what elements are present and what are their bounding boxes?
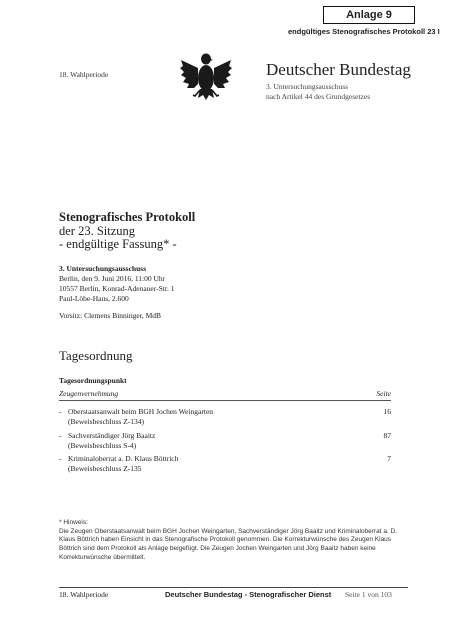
agenda-column-header	[59, 389, 391, 401]
agenda-item-page: 16	[383, 407, 391, 416]
agenda-item	[59, 431, 391, 451]
footer-wahlperiode: 18. Wahlperiode	[59, 590, 109, 599]
meeting-address: 10557 Berlin, Konrad-Adenauer-Str. 1	[59, 284, 175, 293]
footnote-line: Die Zeugen Oberstaatsanwalt beim BGH Jochen Weingarten, Sachverständiger Jörg Baaitz und Kriminaloberrat a. D.	[59, 527, 398, 535]
footnote-line: Böttrich sind dem Protokoll als Anlage beigefügt. Die Zeugen Jochen Weingarten und Jörg Baaitz haben keine	[59, 545, 376, 553]
page-number: Seite 1 von 103	[345, 590, 392, 599]
footer-service: Deutscher Bundestag - Stenografischer Dienst	[165, 590, 332, 599]
institution-title: Deutscher Bundestag	[266, 60, 411, 79]
footer-divider	[59, 587, 408, 588]
list-dash: -	[59, 454, 62, 463]
agenda-item-reference: (Beweisbeschluss Z-134)	[68, 417, 145, 426]
footnote-line: Klaus Böttrich haben Einsicht in das Stenografische Protokoll genommen. Die Korrekturwünsche des Zeugen Klaus	[59, 536, 392, 544]
agenda-item	[59, 407, 391, 427]
footnote-hinweis	[59, 519, 401, 563]
column-header-witness: Zeugenvernehmung	[59, 389, 119, 398]
agenda-item-witness: Oberstaatsanwalt beim BGH Jochen Weingarten	[68, 407, 214, 416]
agenda-heading: Tagesordnung	[59, 348, 133, 363]
agenda-item-reference: (Beweisbeschluss S-4)	[68, 441, 137, 450]
agenda-item-page: 87	[383, 431, 391, 440]
protocol-title: Stenografisches Protokoll	[59, 210, 196, 224]
anlage-label: Anlage 9	[323, 6, 415, 24]
legal-basis: nach Artikel 44 des Grundgesetzes	[266, 92, 371, 101]
agenda-item-witness: Kriminaloberrat a. D. Klaus Böttrich	[68, 454, 179, 463]
footnote-label: * Hinweis:	[59, 519, 88, 526]
meeting-room: Paul-Löbe-Haus, 2.600	[59, 294, 129, 303]
federal-eagle-icon	[178, 50, 234, 104]
protocol-session: der 23. Sitzung	[59, 224, 136, 238]
footnote-line: Korrekturwünsche übermittelt.	[59, 553, 146, 561]
column-header-page: Seite	[376, 389, 391, 398]
list-dash: -	[59, 431, 62, 440]
agenda-item-witness: Sachverständiger Jörg Baaitz	[68, 431, 156, 440]
wahlperiode-label: 18. Wahlperiode	[59, 70, 109, 79]
committee-name: 3. Untersuchungsausschuss	[266, 82, 349, 91]
agenda-section-label: Tagesordnungspunkt	[59, 376, 127, 385]
meeting-chair: Vorsitz: Clemens Binninger, MdB	[59, 311, 162, 320]
agenda-item-reference: (Beweisbeschluss Z-135	[68, 464, 142, 473]
meeting-committee: 3. Untersuchungsausschuss	[59, 264, 147, 273]
anlage-subtitle: endgültiges Stenografisches Protokoll 23 I	[288, 27, 440, 36]
meeting-date-time: Berlin, den 9. Juni 2016, 11:00 Uhr	[59, 274, 166, 283]
protocol-version: - endgültige Fassung* -	[59, 237, 177, 251]
list-dash: -	[59, 407, 62, 416]
agenda-item	[59, 454, 391, 474]
agenda-item-page: 7	[387, 454, 391, 463]
